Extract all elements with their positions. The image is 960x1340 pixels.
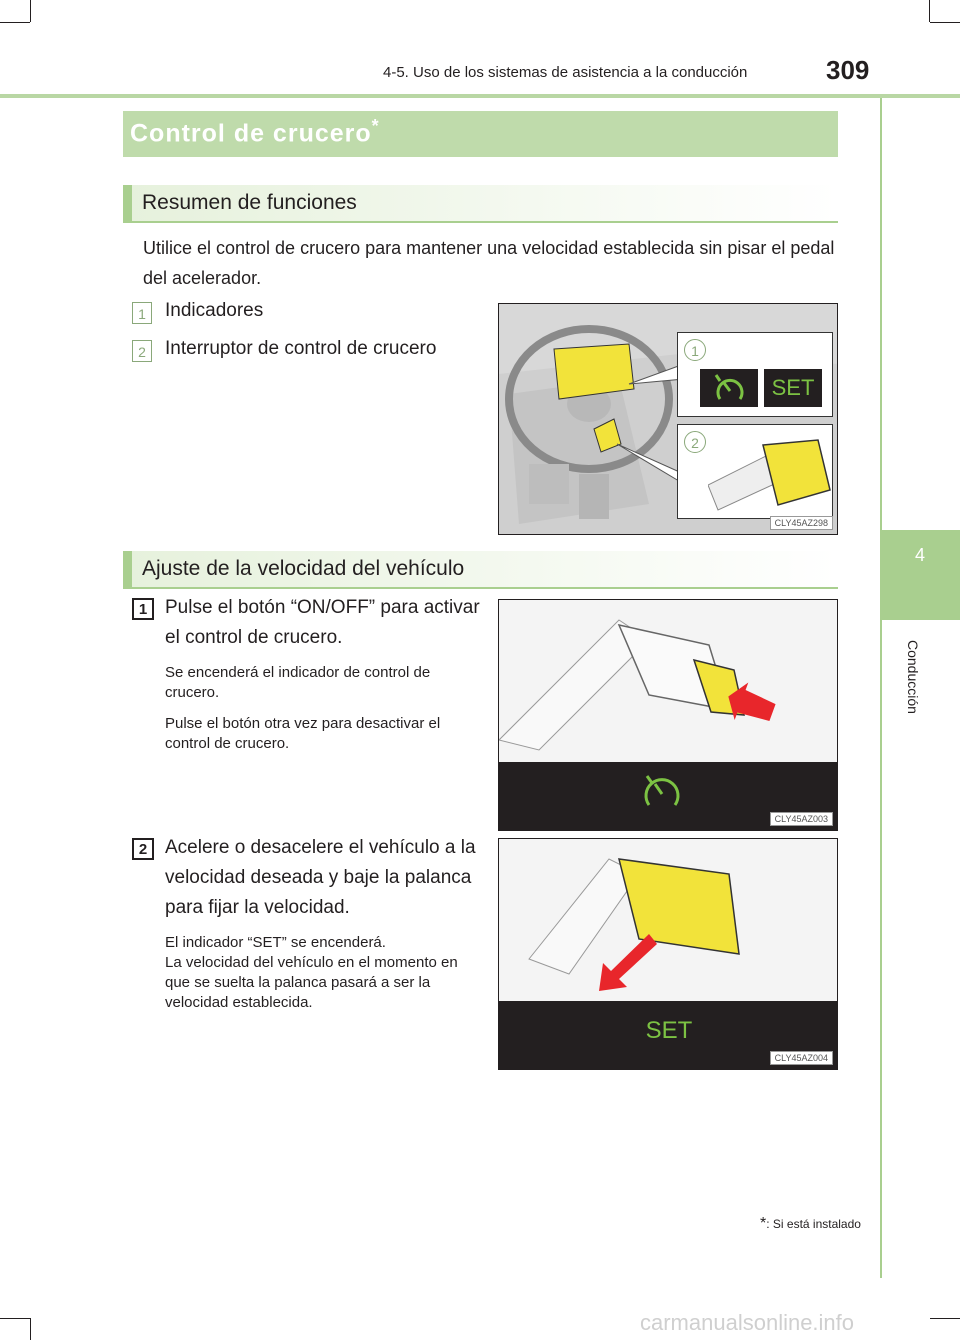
crop-mark [0,22,30,23]
page-title-text: Control de crucero [130,119,372,148]
crop-mark [930,1318,960,1319]
step-text: Pulse el botón “ON/OFF” para activar el control de crucero. [165,597,480,648]
lever-icon [708,425,833,519]
watermark: carmanualsonline.info [640,1310,855,1335]
step-note: Pulse el botón otra vez para desactivar el control de crucero. [165,715,441,752]
figure-overview [498,303,838,535]
step-note: La velocidad del vehículo en el momento en que se suelta la palanca pasará a ser la velocidad establecida. [165,954,458,1011]
crop-mark [30,1318,31,1340]
footnote-star: * [371,116,380,136]
cruise-indicator [700,369,758,407]
cruise-control-icon [700,369,758,407]
lever-onoff-illustration [499,600,838,831]
callout-switch [677,424,833,519]
legend-number: 2 [132,340,152,362]
callout-number: 1 [684,339,706,361]
crop-mark [30,0,31,22]
legend-number: 1 [132,302,152,324]
set-indicator: SET [645,1017,693,1044]
figure-code: CLY45AZ004 [770,1051,833,1065]
intro-paragraph: Utilice el control de crucero para mantener una velocidad establecida sin pisar el pedal del acelerador. [143,238,835,288]
chapter-number: 4 [914,545,925,565]
set-indicator: SET [764,369,822,407]
section-accent [123,185,132,221]
footnote [760,1215,861,1233]
section-heading: Resumen de funciones [142,191,357,214]
footnote-text: : Si está instalado [766,1217,861,1231]
step-note: Se encenderá el indicador de control de crucero. [165,664,431,701]
crop-mark [930,22,960,23]
step-number: 2 [132,838,154,860]
figure-step1 [498,599,838,831]
footnote-star: * [760,1215,767,1232]
legend-text: Indicadores [165,300,264,321]
chapter-tab [880,530,960,620]
header-rule [0,94,960,98]
callout-indicators [677,332,833,417]
step-note: El indicador “SET” se encenderá. [165,934,386,951]
side-rule [880,98,882,1278]
section-header: 4-5. Uso de los sistemas de asistencia a la conducción [383,64,748,81]
callout-number: 2 [684,431,706,453]
figure-code: CLY45AZ003 [770,812,833,826]
crop-mark [0,1318,30,1319]
step-text: Acelere o desacelere el vehículo a la velocidad deseada y baje la palanca para fijar la velocidad. [165,837,476,918]
crop-mark [929,0,930,22]
legend-text: Interruptor de control de crucero [165,338,437,359]
chapter-label: Conducción [905,640,921,714]
figure-code: CLY45AZ298 [770,516,833,530]
section-heading: Ajuste de la velocidad del vehículo [142,557,465,580]
step-number: 1 [132,598,154,620]
figure-step2 [498,838,838,1070]
page-number: 309 [826,55,870,85]
section-accent [123,551,132,587]
page-title [130,116,380,148]
